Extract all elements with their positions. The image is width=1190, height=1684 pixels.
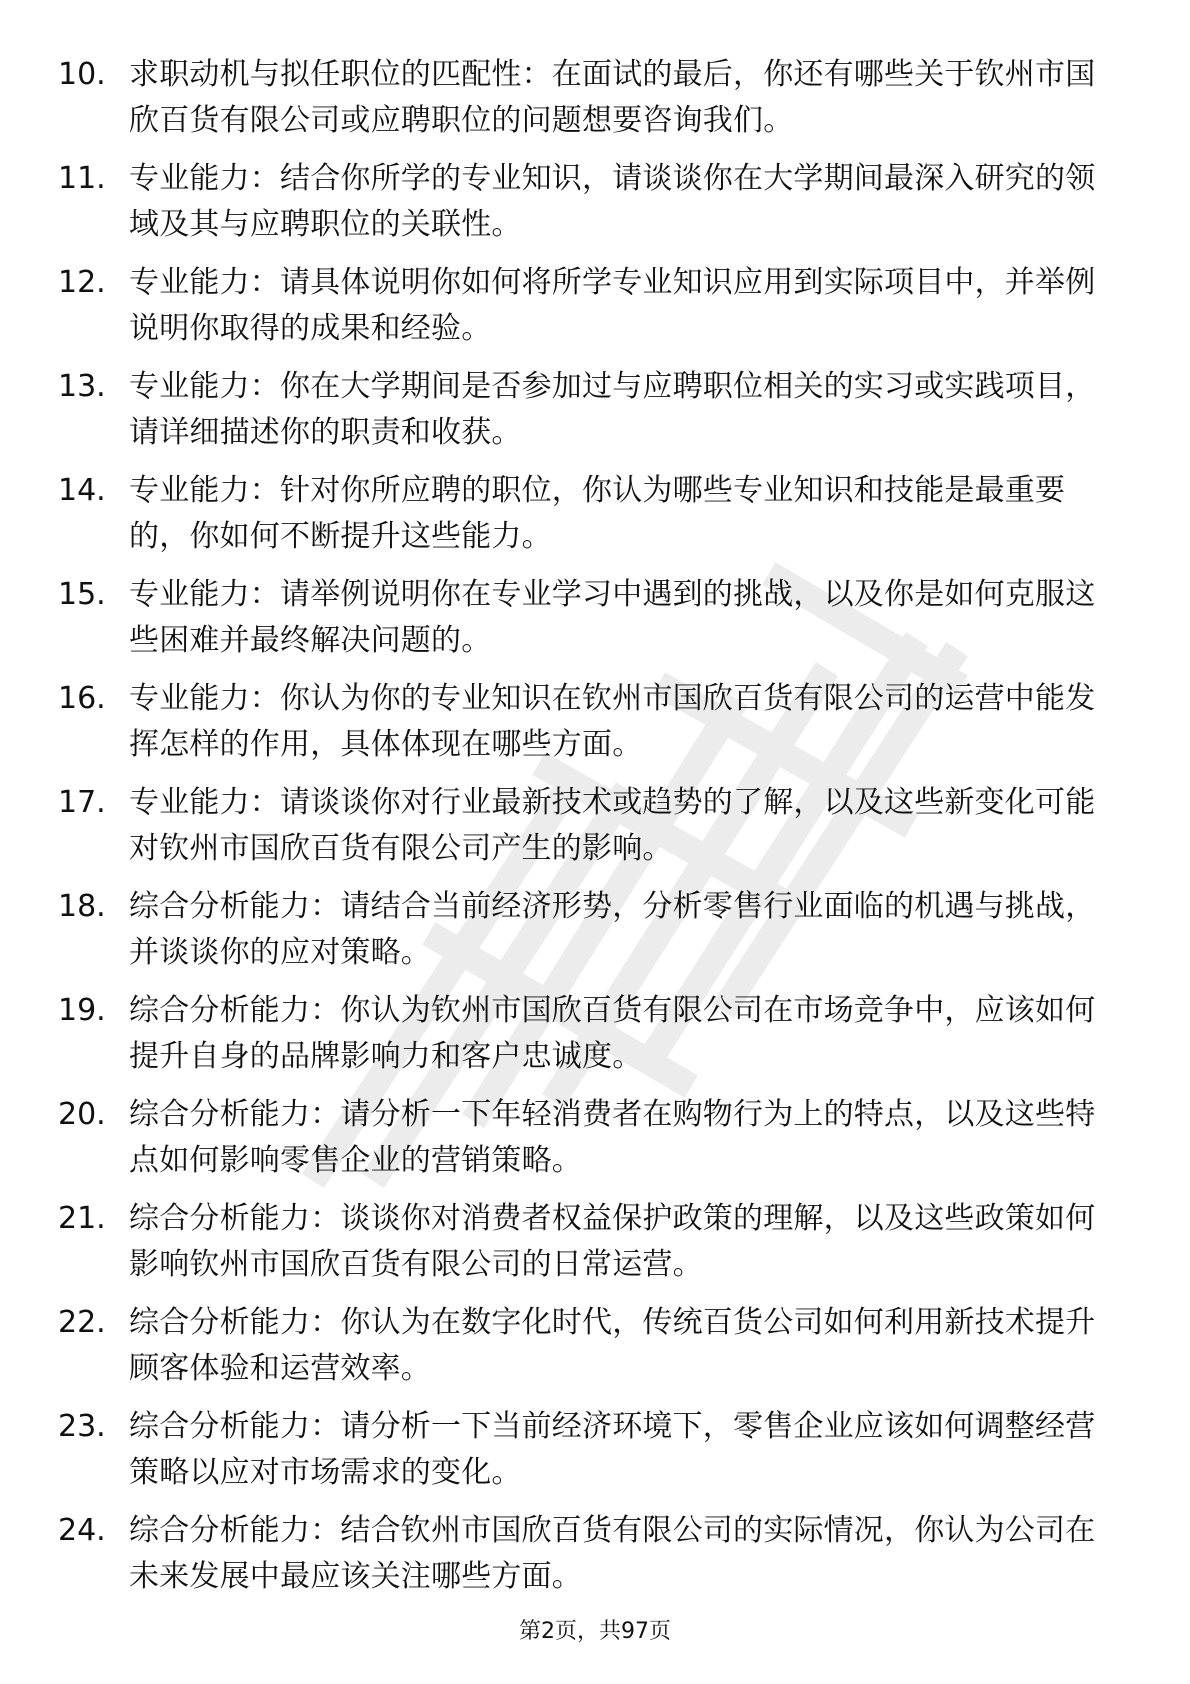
list-item	[0, 1196, 1190, 1300]
question-text: 综合分析能力：结合钦州市国欣百货有限公司的实际情况，你认为公司在未来发展中最应该关注哪些方面。	[129, 1513, 1096, 1594]
page-footer	[0, 1617, 1190, 1647]
question-number: 24.	[58, 1513, 106, 1548]
question-number: 21.	[58, 1201, 106, 1236]
question-text: 综合分析能力：谈谈你对消费者权益保护政策的理解，以及这些政策如何影响钦州市国欣百货有限公司的日常运营。	[129, 1201, 1096, 1282]
question-number: 19.	[58, 993, 106, 1028]
list-item	[0, 52, 1190, 156]
question-number: 10.	[58, 57, 106, 92]
question-text: 专业能力：请具体说明你如何将所学专业知识应用到实际项目中，并举例说明你取得的成果和经验。	[129, 265, 1096, 346]
question-number: 20.	[58, 1097, 106, 1132]
question-number: 16.	[58, 681, 106, 716]
list-item	[0, 884, 1190, 988]
list-item	[0, 676, 1190, 780]
question-number: 22.	[58, 1305, 106, 1340]
question-text: 综合分析能力：你认为在数字化时代，传统百货公司如何利用新技术提升顾客体验和运营效率。	[129, 1305, 1096, 1386]
list-item	[0, 156, 1190, 260]
question-list	[0, 52, 1190, 1612]
question-text: 综合分析能力：你认为钦州市国欣百货有限公司在市场竞争中，应该如何提升自身的品牌影响力和客户忠诚度。	[129, 993, 1096, 1074]
question-text: 专业能力：结合你所学的专业知识，请谈谈你在大学期间最深入研究的领域及其与应聘职位的关联性。	[129, 161, 1096, 242]
question-number: 14.	[58, 473, 106, 508]
question-text: 专业能力：你在大学期间是否参加过与应聘职位相关的实习或实践项目，请详细描述你的职责和收获。	[129, 369, 1096, 450]
list-item	[0, 260, 1190, 364]
question-number: 17.	[58, 785, 106, 820]
question-text: 求职动机与拟任职位的匹配性：在面试的最后，你还有哪些关于钦州市国欣百货有限公司或应聘职位的问题想要咨询我们。	[129, 57, 1096, 138]
question-text: 专业能力：你认为你的专业知识在钦州市国欣百货有限公司的运营中能发挥怎样的作用，具体体现在哪些方面。	[129, 681, 1096, 762]
list-item	[0, 780, 1190, 884]
question-number: 11.	[58, 161, 106, 196]
question-text: 综合分析能力：请分析一下年轻消费者在购物行为上的特点，以及这些特点如何影响零售企业的营销策略。	[129, 1097, 1096, 1178]
list-item	[0, 988, 1190, 1092]
question-number: 13.	[58, 369, 106, 404]
list-item	[0, 572, 1190, 676]
list-item	[0, 468, 1190, 572]
list-item	[0, 1300, 1190, 1404]
question-text: 综合分析能力：请分析一下当前经济环境下，零售企业应该如何调整经营策略以应对市场需求的变化。	[129, 1409, 1096, 1490]
list-item	[0, 1404, 1190, 1508]
question-text: 专业能力：请举例说明你在专业学习中遇到的挑战，以及你是如何克服这些困难并最终解决问题的。	[129, 577, 1096, 658]
question-number: 15.	[58, 577, 106, 612]
page-number: 第2页，共97页	[519, 1619, 671, 1644]
question-number: 23.	[58, 1409, 106, 1444]
list-item	[0, 364, 1190, 468]
question-number: 12.	[58, 265, 106, 300]
list-item	[0, 1092, 1190, 1196]
question-text: 专业能力：针对你所应聘的职位，你认为哪些专业知识和技能是最重要的，你如何不断提升这些能力。	[129, 473, 1066, 554]
question-text: 专业能力：请谈谈你对行业最新技术或趋势的了解，以及这些新变化可能对钦州市国欣百货有限公司产生的影响。	[129, 785, 1096, 866]
question-text: 综合分析能力：请结合当前经济形势，分析零售行业面临的机遇与挑战，并谈谈你的应对策略。	[129, 889, 1096, 970]
list-item	[0, 1508, 1190, 1612]
question-number: 18.	[58, 889, 106, 924]
